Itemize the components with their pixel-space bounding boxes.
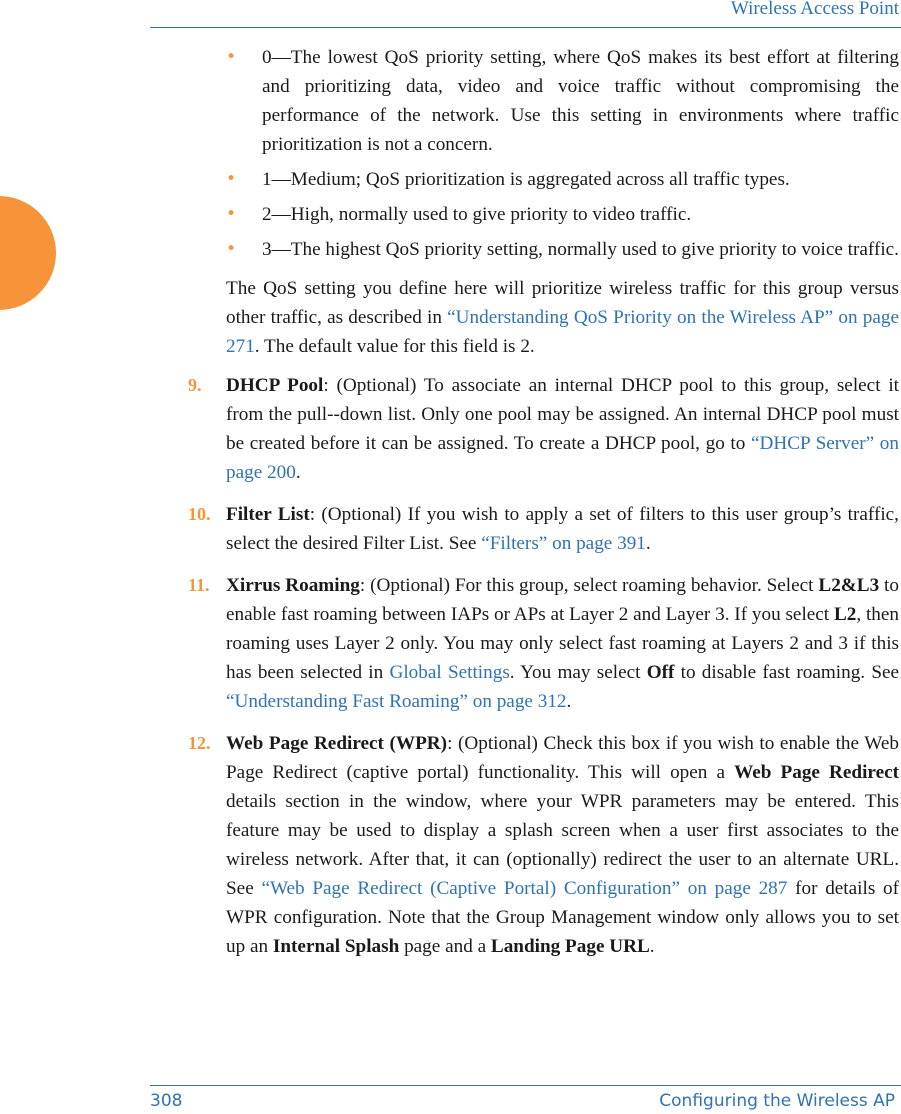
wpr-config-link[interactable]: “Web Page Redirect (Captive Portal) Configuration” on page 287 xyxy=(261,878,788,899)
internal-splash-term: Internal Splash xyxy=(272,936,400,957)
field-term: Xirrus Roaming xyxy=(226,575,360,596)
bullet-text: 0—The lowest QoS priority setting, where QoS makes its best effort at filtering and prioritizing data, video and voice traffic without compromising the performance of the network. Use this setting in environments where traffic prioritization is not a concern. xyxy=(262,47,899,155)
field-term: DHCP Pool xyxy=(226,375,324,396)
step-body: . xyxy=(295,462,301,483)
bullet-icon: • xyxy=(226,204,237,224)
qos-text: The QoS setting you define here will prioritize wireless traffic for this group versus other traffic, as described in xyxy=(226,278,899,328)
step-body: for details of WPR configuration. Note that the Group Management window only allows you to set up an xyxy=(226,878,899,957)
field-term: Web Page Redirect (WPR) xyxy=(226,733,448,754)
qos-text: . The default value for this field is 2. xyxy=(254,336,535,357)
list-item xyxy=(0,235,901,264)
step-number: 10. xyxy=(188,504,211,524)
step-number: 11. xyxy=(188,575,210,595)
step-text xyxy=(226,571,899,716)
wpr-section-name: Web Page Redirect xyxy=(734,762,899,783)
bullet-text: 3—The highest QoS priority setting, normally used to give priority to voice traffic. xyxy=(262,239,899,260)
list-item xyxy=(0,571,901,716)
bullet-icon: • xyxy=(226,47,237,67)
bullet-list xyxy=(0,43,901,264)
step-text xyxy=(226,729,899,961)
step-body: . xyxy=(566,691,572,712)
step-text xyxy=(226,500,899,558)
list-item xyxy=(0,500,901,558)
running-header-title: Wireless Access Point xyxy=(730,0,899,19)
step-number: 9. xyxy=(188,375,202,395)
fast-roaming-link[interactable]: “Understanding Fast Roaming” on page 312 xyxy=(226,691,567,712)
step-body: to enable fast roaming between IAPs or APs at Layer 2 and Layer 3. If you select xyxy=(226,575,899,625)
step-body: . xyxy=(645,533,651,554)
landing-page-url-term: Landing Page URL xyxy=(490,936,650,957)
step-body: : (Optional) Check this box if you wish to enable the Web Page Redirect (captive portal) functionality. This will open a xyxy=(226,733,899,783)
option-off: Off xyxy=(646,662,675,683)
step-body: to disable fast roaming. See xyxy=(674,662,900,683)
field-term: Filter List xyxy=(226,504,310,525)
global-settings-link[interactable]: Global Settings xyxy=(389,662,510,683)
bullet-icon: • xyxy=(226,239,237,259)
step-text xyxy=(226,371,899,487)
dhcp-server-link[interactable]: “DHCP Server” on page 200 xyxy=(226,433,899,483)
bullet-icon: • xyxy=(226,169,237,189)
list-item xyxy=(0,200,901,229)
step-body: . xyxy=(649,936,655,957)
step-body: page and a xyxy=(399,936,491,957)
step-body: . You may select xyxy=(509,662,647,683)
bullet-text: 1—Medium; QoS prioritization is aggregated across all traffic types. xyxy=(262,169,790,190)
step-body: : (Optional) For this group, select roaming behavior. Select xyxy=(359,575,819,596)
footer-rule xyxy=(150,1085,901,1086)
option-l2l3: L2&L3 xyxy=(818,575,880,596)
step-body: : (Optional) To associate an internal DHCP pool to this group, select it from the pull--down list. Only one pool may be assigned. An internal DHCP pool must be created before it can be assigned. To create a DHCP pool, go to xyxy=(226,375,899,454)
qos-paragraph xyxy=(226,274,899,361)
page-number: 308 xyxy=(150,1091,183,1111)
list-item xyxy=(0,371,901,487)
list-item xyxy=(0,43,901,159)
step-body: , then roaming uses Layer 2 only. You may only select fast roaming at Layers 2 and 3 if this has been selected in xyxy=(226,604,899,683)
option-l2: L2 xyxy=(833,604,857,625)
step-body: : (Optional) If you wish to apply a set of filters to this user group’s traffic, select the desired Filter List. See xyxy=(226,504,899,554)
page-body xyxy=(0,43,901,961)
list-item xyxy=(0,729,901,961)
step-body: details section in the window, where your WPR parameters may be entered. This feature may be used to display a splash screen when a user first associates to the wireless network. After that, it can (optionally) redirect the user to an alternate URL. See xyxy=(226,791,899,899)
filters-link[interactable]: “Filters” on page 391 xyxy=(481,533,646,554)
bullet-text: 2—High, normally used to give priority to video traffic. xyxy=(262,204,692,225)
step-number: 12. xyxy=(188,733,211,753)
qos-priority-link[interactable]: “Understanding QoS Priority on the Wireless AP” on page 271 xyxy=(226,307,899,357)
footer-section-title: Configuring the Wireless AP xyxy=(659,1091,895,1111)
list-item xyxy=(0,165,901,194)
header-rule xyxy=(150,27,901,28)
